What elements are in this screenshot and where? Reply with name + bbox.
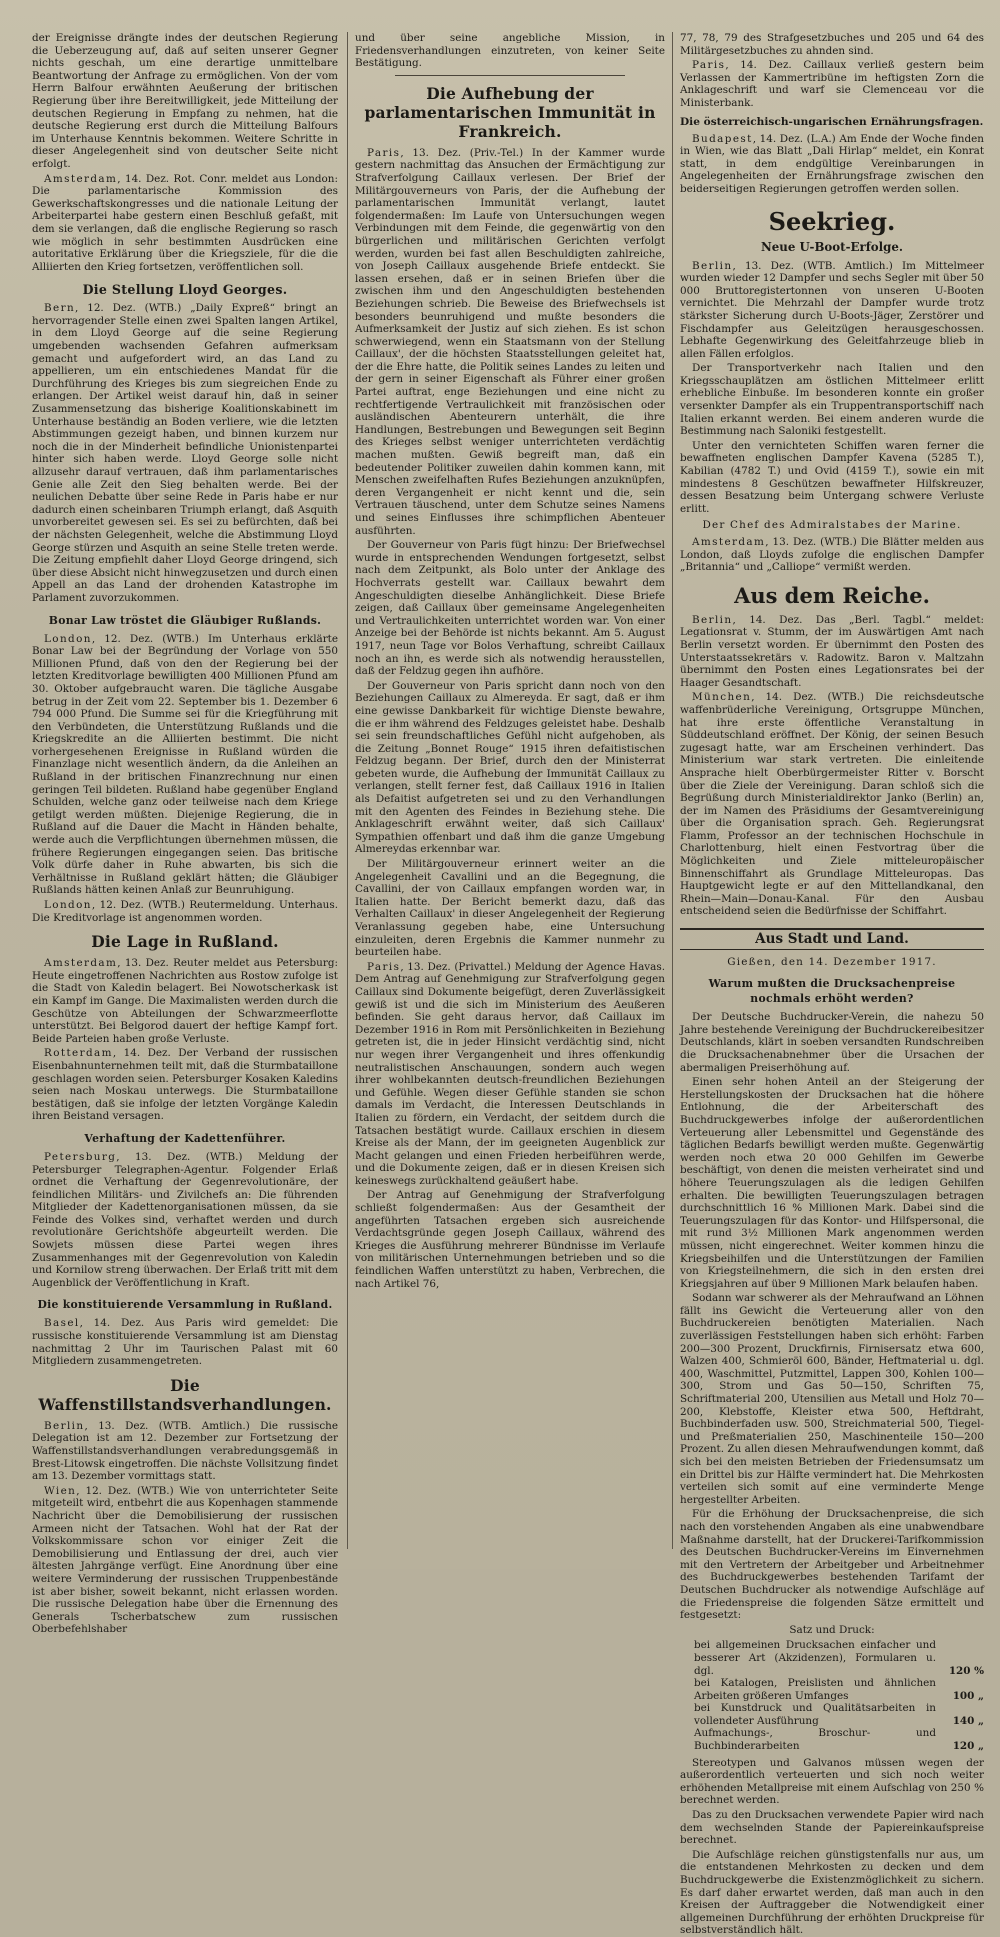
article-paragraph: 77, 78, 79 des Strafgesetzbuches und 205 und 64 des Militärgesetzbuches zu ahnden sind. — [680, 32, 984, 57]
article-paragraph: und über seine angebliche Mission, in Friedensverhandlungen einzutreten, von keiner Seite Bestätigung. — [355, 32, 665, 70]
headline-kadetten: Verhaftung der Kadettenführer. — [84, 1131, 286, 1145]
dateline-place: Paris — [692, 59, 726, 72]
paragraph-text: , 14. Dez. Aus Paris wird gemeldet: Die russische konstituierende Versammlung ist am Dienstag nachmittag 2 Uhr im Taurischen Palast mit 60 Mitgliedern zusammengetreten. — [32, 1317, 338, 1368]
article-paragraph: Der Antrag auf Genehmigung der Strafverfolgung schließt folgendermaßen: Aus der Gesamtheit der angeführten Tatsachen ergeben sich ausreichende Verdachtsgründe gegen Joseph Caillaux, während des Krieges die Ausführung mehrerer Bündnisse im Verlaufe von militärischen Unternehmungen betrieben und so die feindlichen Waffen unterstützt zu haben, Verbrechen, die nach Artikel 76, — [355, 1189, 665, 1290]
section-header-stadt-und-land: Aus Stadt und Land. — [680, 928, 984, 950]
column-left — [32, 32, 338, 1636]
price-row — [694, 1702, 984, 1727]
headline-ernaehrung: Die österreichisch-ungarischen Ernährungsfragen. — [680, 115, 984, 128]
price-row — [694, 1639, 984, 1677]
dateline-place: Berlin — [692, 259, 733, 272]
dateline-place: Petersburg — [44, 1150, 117, 1163]
article-paragraph — [32, 1317, 338, 1367]
article-paragraph: Der Deutsche Buchdrucker-Verein, die nahezu 50 Jahre bestehende Vereinigung der Buchdruckereibesitzer Deutschlands, klärt in soeben versandten Rundschreiben die Drucksachenabnehmer über die Ursachen der abermaligen Preiserhöhung auf. — [680, 1011, 984, 1074]
dateline-place: Wien — [44, 1484, 77, 1497]
headline-konstituierende: Die konstituierende Versammlung in Rußland. — [37, 1298, 333, 1312]
article-paragraph: Stereotypen und Galvanos müssen wegen der außerordentlich verteuerten und sich noch weiter erhöhenden Metallpreise mit einem Aufschlag von 250 % berechnet werden. — [680, 1756, 984, 1807]
article-paragraph: Der Militärgouverneur erinnert weiter an die Angelegenheit Cavallini und an die Begegnung, die Cavallini, der von Caillaux empfangen worden war, in Italien hatte. Der Bericht bemerkt dazu, daß das Verhalten Caillaux' in dieser Angelegenheit der Regierung Veranlassung gegeben habe, eine Untersuchung einzuleiten, deren Ergebnis die Kammer nunmehr zu beurteilen habe. — [355, 858, 665, 959]
paragraph-text: , 14. Dez. (WTB.) Die reichsdeutsche waffenbrüderliche Vereinigung, Ortsgruppe München, hat ihre erste öffentliche Veranstaltung in Süddeutschland eröffnet. Der König, der seinen Besuch zugesagt hatte, war am Erscheinen verhindert. Das Ministerium war stark vertreten. Die einleitende Ansprache hielt Oberbürgermeister Ritter v. Borscht über die Ziele der Vereinigung. Daran schloß sich die Begrüßung durch Ministerialdirektor Janko (Berlin) an, der im Namen des Präsidiums der Gesamtvereinigung über die Organisation sprach. Geh. Regierungsrat Flamm, Professor an der technischen Hochschule in Charlottenburg, hielt einen Festvortrag über die Möglichkeiten und Ziele mitteleuropäischer Binnenschiffahrt als Grundlage Mitteleuropas. Das Hauptgewicht legte er auf den Mittellandkanal, den Rhein—Main—Donau-Kanal. Für den Ausbau entscheidend seien die Bedürfnisse der Schiffahrt. — [680, 691, 984, 918]
dateline-place: Budapest — [692, 132, 753, 145]
article-paragraph: Für die Erhöhung der Drucksachenpreise, die sich nach den vorstehenden Angaben als eine unabwendbare Maßnahme darstellt, hat der Druckerei-Tarifkommission des Deutschen Buchdrucker-Vereins im Einvernehmen mit den Vertretern der Arbeitgeber und Arbeitnehmer des Buchdruckgewerbes bestehenden Tarifamt der Deutschen Buchdrucker als notwendige Aufschläge auf die Friedenspreise die folgenden Sätze ermittelt und festgesetzt: — [680, 1508, 984, 1622]
price-value: 120 „ — [952, 1740, 984, 1753]
article-paragraph — [32, 173, 338, 274]
article-paragraph: Unter den vernichteten Schiffen waren ferner die bewaffneten englischen Dampfer Kavena (5285 T.), Kabilian (4782 T.) und Ovid (4159 T.), sowie ein mit mindestens 8 Geschützen bewaffneter Hilfskreuzer, dessen Besatzung beim Untergang schwere Verluste erlitt. — [680, 439, 984, 515]
headline-drucksachenpreise: Warum mußten die Drucksachenpreise nochmals erhöht werden? — [708, 977, 956, 1006]
article-paragraph — [32, 1485, 338, 1636]
article-paragraph — [32, 957, 338, 1045]
paragraph-text: , 12. Dez. (WTB.) Wie von unterrichteter Seite mitgeteilt wird, entbehrt die aus Kopenhagen stammende Nachricht über die Demobilisierung der russischen Armeen nicht der Tatsachen. Wohl hat der Rat der Volkskommissare schon vor einiger Zeit die Demobilisierung und Entlassung der drei, auch vier ältesten Jahrgänge verfügt. Eine Anordnung über eine weitere Verminderung der russischen Truppenbestände ist aber bisher, soweit bekannt, nicht erlassen worden. Die russische Delegation habe über die Ernennung des Generals Tscherbatschew zum russischen Oberbefehlshaber — [32, 1484, 338, 1636]
price-label: bei Katalogen, Preislisten und ähnlichen Arbeiten größeren Umfanges — [694, 1677, 936, 1702]
paragraph-text: , 12. Dez. (WTB.) „Daily Expreß“ bringt an hervorragender Stelle einen zwei Spalten langen Artikel, in dem Lloyd George auf die seine Regierung umgebenden wachsenden Gefahren aufmerksam gemacht und aufgefordert wird, an das Land zu appellieren, um ein entschiedenes Mandat für die Durchführung des Krieges bis zum siegreichen Ende zu erlangen. Der Artikel weist darauf hin, daß in seiner Zusammensetzung das bisherige Koalitionskabinett im Unterhause beständig an Boden verliere, wie die letzten Abstimmungen gezeigt haben, und binnen kurzem nur noch die in der Minderheit befindliche Unionistenpartei hinter sich haben werde. Lloyd George solle nicht allzusehr darauf vertrauen, daß ihm parlamentarisches Genie alle Zeit den Sieg behalten werde. Bei der neulichen Debatte über seine Rede in Paris habe er nur dadurch einen scheinbaren Triumph erlangt, daß Asquith unvorbereitet gewesen sei. Es sei zu befürchten, daß bei der nächsten Gelegenheit, welche die Abstimmung Lloyd George stürzen und Asquith an seine Stelle treten werde. Die Zeitung empfiehlt daher Lloyd George dringend, sich über diese Absicht nicht hinwegzusetzen und durch einen Appell an das Land der drohenden Katastrophe im Parlament zuvorzukommen. — [32, 302, 338, 604]
article-paragraph — [680, 614, 984, 690]
price-table — [694, 1639, 984, 1752]
paragraph-text: , 13. Dez. (WTB.) Die Blätter melden aus London, daß Lloyds zufolge die englischen Dampfer „Britannia“ und „Calliope“ vermißt werden. — [680, 536, 984, 574]
local-dateline: Gießen, den 14. Dezember 1917. — [727, 955, 937, 968]
paragraph-text: , 13. Dez. (WTB. Amtlich.) Im Mittelmeer wurden wieder 12 Dampfer und sechs Segler mit über 50 000 Bruttoregistertonnen von unseren U-Booten vernichtet. Die Mehrzahl der Dampfer wurde trotz stärkster Sicherung durch U-Boots-Jäger, Zerstörer und Fischdampfer aus Geleitzügen herausgeschossen. Lebhafte Gegenwirkung des Geleitfahrzeuge blieb in allen Fällen erfolglos. — [680, 259, 984, 360]
article-paragraph — [32, 1420, 338, 1483]
paragraph-text: , 13. Dez. (Privattel.) Meldung der Agence Havas. Dem Antrag auf Genehmigung zur Strafverfolgung gegen Caillaux sind Dokumente beigefügt, deren Zuverlässigkeit gewiß ist und die sich im Ministerium des Aeußeren befinden. Sie geht daraus hervor, daß Caillaux im Dezember 1916 in Rom mit Persönlichkeiten in Beziehung getreten ist, die in jeder Hinsicht verdächtig sind, nicht nur wegen ihrer Vergangenheit und ihres offenkundig neutralistischen Anschauungen, sondern auch wegen ihrer wohlbekannten deutsch-freundlichen Beziehungen und Gefühle. Wegen dieser Gefühle standen sie schon damals im Verdacht, die Interessen Deutschlands in Italien zu fördern, ein Verdacht, der seitdem durch die Tatsachen bestätigt wurde. Caillaux erschien in diesem Kreise als der Mann, der im geeigneten Augenblick zur Macht gelangen und einen Frieden herbeiführen werde, und die Dokumente zeigen, daß er in diesen Kreisen sich keineswegs zurückhaltend geäußert habe. — [355, 960, 665, 1187]
price-row — [694, 1677, 984, 1702]
article-paragraph — [680, 133, 984, 196]
column-right — [680, 32, 984, 1937]
dateline-place: Amsterdam — [44, 957, 118, 970]
headline-seekrieg: Seekrieg. — [768, 206, 896, 236]
article-paragraph — [680, 691, 984, 918]
dateline-place: London — [44, 632, 92, 645]
article-paragraph — [680, 59, 984, 109]
headline-lloyd-george: Die Stellung Lloyd Georges. — [82, 282, 288, 298]
price-label: bei allgemeinen Drucksachen einfacher und besserer Art (Akzidenzen), Formularen u. dgl. — [694, 1639, 936, 1677]
article-paragraph — [355, 961, 665, 1188]
article-paragraph: Einen sehr hohen Anteil an der Steigerung der Herstellungskosten der Drucksachen hat die höhere Entlohnung, die der Arbeiterschaft des Buchdruckgewerbes infolge der außerordentlichen Verteuerung aller Lebensmittel und Gegenstände des täglichen Bedarfs bewilligt werden mußte. Gegenwärtig werden noch etwa 20 000 Gehilfen im Gewerbe beschäftigt, von denen die meisten verheiratet sind und höhere Teuerungszulagen als die ledigen Gehilfen erhalten. Die bewilligten Teuerungszulagen betragen durchschnittlich 16 % Millionen Mark. Dabei sind die Teuerungszulagen für das Kontor- und Hilfspersonal, die mit rund 3½ Millionen Mark angenommen werden müssen, nicht eingerechnet. Weiter kommen hinzu die Kriegsbeihilfen und die Unterstützungen der Familien von Kriegsteilnehmern, die sich in den ersten drei Kriegsjahren auf über 9 Millionen Mark belaufen haben. — [680, 1076, 984, 1290]
article-paragraph: Das zu den Drucksachen verwendete Papier wird nach dem wechselnden Stande der Papiereinkaufspreise berechnet. — [680, 1809, 984, 1847]
price-label: bei Kunstdruck und Qualitätsarbeiten in vollendeter Ausführung — [694, 1702, 936, 1727]
paragraph-text: , 14. Dez. Rot. Conr. meldet aus London: Die parlamentarische Kommission des Gewerkschaftskongresses und die nationale Leitung der Arbeiterpartei habe gestern einen Beschluß gefaßt, mit dem sie verlangen, daß die englische Regierung so rasch wie möglich in sehr bestimmten Ausdrücken eine autoritative Erklärung über die Kriegsziele, für die die Alliierten den Krieg fortsetzen, veröffentlichen soll. — [32, 172, 338, 273]
headline-bonar-law: Bonar Law tröstet die Gläubiger Rußlands. — [48, 613, 322, 627]
dateline-place: Paris — [367, 146, 401, 159]
article-paragraph: Sodann war schwerer als der Mehraufwand an Löhnen fällt ins Gewicht die Verteuerung aller von den Buchdruckereien benötigten Materialien. Nach zuverlässigen Feststellungen haben sich erhöht: Farben 200—300 Prozent, Druckfirnis, Firnisersatz etwa 600, Walzen 400, Schmieröl 600, Bänder, Heftmaterial u. dgl. 400, Waschmittel, Putzmittel, Lappen 300, Kohlen 100—300, Strom und Gas 50—150, Schriften 75, Schriftmaterial 200, Utensilien aus Metall und Holz 70—200, Klebstoffe, Kleister etwa 500, Heftdraht, Buchbinderfaden usw. 500, Streichmaterial 500, Tiegel- und Preßmaterialien 250, Maschinenteile 150—200 Prozent. Zu allen diesen Mehraufwendungen kommt, daß sich bei den meisten Betrieben der Friedensumsatz um ein Drittel bis zur Hälfte vermindert hat. Die Mehrkosten verteilen sich somit auf eine verminderte Menge hergestellter Arbeiten. — [680, 1292, 984, 1506]
article-paragraph — [32, 899, 338, 924]
paragraph-text: , 13. Dez. (Priv.-Tel.) In der Kammer wurde gestern nachmittag das Ansuchen der Ermächtigung zur Strafverfolgung Caillaux verlesen. Der Brief der Militärgouverneurs von Paris, der die Aufhebung der parlamentarischen Immunität verlangt, lautet folgendermaßen: Im Laufe von Untersuchungen wegen Verbindungen mit dem Feinde, die gegenwärtig von den bürgerlichen und militärischen Gerichten verfolgt werden, wurden bei fast allen Beschuldigten zahlreiche, von Joseph Caillaux ausgehende Briefe entdeckt. Sie lassen ersehen, daß er in seinen Briefen über die zwischen ihm und den Angeschuldigten bestehenden Beziehungen schrieb. Die Beweise des Briefwechsels ist besonders beunruhigend und mußte besonders die Aufmerksamkeit der Justiz auf sich ziehen. Es ist schon schwerwiegend, wenn ein Staatsmann von der Stellung Caillaux', der die höchsten Staatsstellungen geleitet hat, der die Ehre hatte, die Politik seines Landes zu leiten und der gern in seiner Eigenschaft als Führer einer großen Partei auftrat, enge Beziehungen und eine nicht zu rechtfertigende Vertraulichkeit mit französischen oder ausländischen Abenteurern unterhält, die ihre Handlungen, Bestrebungen und Bewegungen seit Beginn des Krieges selbst weniger unterrichteten verdächtig machen mußten. Gewiß begreift man, daß ein bedeutender Politiker zuweilen dahin kommen kann, mit Menschen zweifelhaften Rufes Beziehungen anzuknüpfen, deren Vergangenheit er nicht kennt und die, sein Vertrauen täuschend, unter dem Schutze seines Namens und seines Einflusses ihre schimpflichen Abenteuer ausführten. — [355, 146, 665, 537]
paragraph-text: , 13. Dez. (WTB.) Meldung der Petersburger Telegraphen-Agentur. Folgender Erlaß ordnet die Verhaftung der Gegenrevolutionäre, der feindlichen Militärs- und Zivilchefs an: Die führenden Mitglieder der Kadettenorganisationen müssen, da sie Feinde des Volkes sind, verhaftet werden und durch revolutionäre Gerichtshöfe abgeurteilt werden. Die Sowjets müssen diese Partei wegen ihres Zusammenhanges mit der Gegenrevolution von Kaledin und Kornilow streng überwachen. Der Erlaß tritt mit dem Augenblick der Veröffentlichung in Kraft. — [32, 1150, 338, 1289]
headline-waffenstillstand: Die Waffenstillstandsverhandlungen. — [38, 1375, 332, 1414]
signature-admiralstab: Der Chef des Admiralstabes der Marine. — [702, 519, 962, 532]
dateline-place: Berlin — [692, 613, 733, 626]
paragraph-text: , 12. Dez. (WTB.) Im Unterhaus erklärte Bonar Law bei der Begründung der Vorlage von 550 Millionen Pfund, daß von den der Regierung bei der letzten Kreditvorlage bewilligten 400 Millionen Pfund am 30. Oktober aufgebraucht waren. Die tägliche Ausgabe betrug in der Zeit vom 22. September bis 1. Dezember 6 794 000 Pfund. Die Summe sei für die Kriegführung mit den Verbündeten, die Unterstützung Rußlands und die Kriegskredite an die Alliierten bestimmt. Die nicht vorhergesehenen Ereignisse in Rußland würden die Finanzlage nicht wesentlich ändern, da die Anleihen an Rußland in der britischen Finanzrechnung nur einen geringen Teil bildeten. Rußland habe gegenüber England Schulden, welche ganz oder teilweise nach dem Kriege getilgt werden müßten. Diejenige Regierung, die in Rußland auf die Dauer die Macht in Händen behalte, werde auch die Verpflichtungen übernehmen müssen, die frühere Regierungen eingegangen seien. Das britische Volk dürfe daher in Ruhe abwarten, bis sich die Verhältnisse in Rußland geklärt hätten; die Gläubiger Rußlands hätten keinen Anlaß zur Beunruhigung. — [32, 632, 338, 897]
headline-u-boot-erfolge: Neue U-Boot-Erfolge. — [760, 239, 903, 254]
price-value: 100 „ — [952, 1689, 984, 1702]
paragraph-text: , 14. Dez. Der Verband der russischen Eisenbahnunternehmen teilt mit, daß die Sturmbataillone geschlagen worden seien. Petersburger Kosaken Kaledins seien nach Moskau unterwegs. Die Sturmbataillone bestätigen, daß sie infolge der letzten Vorgänge Kaledin ihren Beistand versagen. — [32, 1047, 338, 1123]
article-paragraph — [355, 147, 665, 537]
headline-aus-dem-reiche: Aus dem Reiche. — [734, 582, 930, 608]
price-value: 140 „ — [952, 1714, 984, 1727]
paragraph-text: , 14. Dez. Das „Berl. Tagbl.“ meldet: Legationsrat v. Stumm, der im Auswärtigen Amt nach Berlin versetzt worden. Er übernimmt den Posten des Unterstaatssekretärs v. Radowitz. Baron v. Maltzahn übernimmt den Posten eines Legationsrates bei der Haager Gesandtschaft. — [680, 613, 984, 689]
article-paragraph — [32, 633, 338, 897]
column-rule — [347, 32, 348, 1549]
article-paragraph — [680, 260, 984, 361]
paragraph-text: , 12. Dez. (WTB.) Reutermeldung. Unterhaus. Die Kreditvorlage ist angenommen worden. — [32, 899, 338, 924]
dateline-place: London — [44, 899, 92, 911]
dateline-place: München — [692, 691, 752, 704]
column-rule — [672, 32, 673, 1549]
divider — [395, 75, 625, 76]
paragraph-text: , 14. Dez. (L.A.) Am Ende der Woche finden in Wien, wie das Blatt „Dali Hirlap“ meldet, ein Konrat statt, in dem endgültige Vereinbarungen in Angelegenheiten der Ernährungsfrage zwischen den beiderseitigen Regierungen getroffen werden sollen. — [680, 132, 984, 195]
dateline-place: Bern — [44, 302, 76, 315]
article-paragraph — [680, 536, 984, 574]
paragraph-text: , 13. Dez. (WTB. Amtlich.) Die russische Delegation ist am 12. Dezember zur Fortsetzung der Waffenstillstandsverhandlungen verabredungsgemäß in Brest-Litowsk eingetroffen. Die nächste Vollsitzung findet am 13. Dezember vormittags statt. — [32, 1419, 338, 1483]
paragraph-text: , 13. Dez. Reuter meldet aus Petersburg: Heute eingetroffenen Nachrichten aus Rostow zufolge ist die Stadt von Kaledin belagert. Bei Nowotscherkask ist ein Kampf im Gange. Die Maximalisten werden durch die Geschütze von Abteilungen der Schwarzmeerflotte unterstützt. Bei Belgorod dauert der heftige Kampf fort. Beide Parteien haben große Verluste. — [32, 957, 338, 1045]
headline-lage-russland: Die Lage in Rußland. — [91, 932, 279, 952]
price-value: 120 % — [948, 1664, 984, 1677]
dateline-place: Rotterdam — [44, 1047, 113, 1060]
dateline-place: Paris — [367, 960, 401, 973]
article-paragraph — [32, 1151, 338, 1290]
article-paragraph: Der Gouverneur von Paris fügt hinzu: Der Briefwechsel wurde in entsprechenden Wendungen fortgesetzt, selbst nach dem Zeitpunkt, als Bolo unter der Anklage des Hochverrats gestellt war. Caillaux bewahrt dem Angeschuldigten dieselbe Anhänglichkeit. Diese Briefe zeigen, daß Caillaux über gemeinsame Angelegenheiten und Vertraulichkeiten unterrichtet worden war. Von einer Anzeige bei der Behörde ist nichts bekannt. Am 5. August 1917, neun Tage vor Bolos Verhaftung, schreibt Caillaux noch an ihn, es werde sich als notwendig herausstellen, daß der Feldzug gegen ihn aufhöre. — [355, 539, 665, 678]
paragraph-text: , 14. Dez. Caillaux verließ gestern beim Verlassen der Kammertribüne im heftigsten Zorn die Anklageschrift und warf sie Clemenceau vor die Ministerbank. — [680, 59, 984, 109]
column-middle — [355, 32, 665, 1555]
price-table-title: Satz und Druck: — [789, 1623, 875, 1636]
article-paragraph: Der Gouverneur von Paris spricht dann noch von den Beziehungen Caillaux zu Almereyda. Er sagt, daß er ihm eine gewisse Dankbarkeit für wichtige Dienste bewahre, die er ihm während des Feldzuges geleistet habe. Deshalb sei sein freundschaftliches Gefühl nicht aufgehoben, als die Zeitung „Bonnet Rouge“ 1915 ihren defaitistischen Feldzug begann. Der Brief, durch den der Ministerrat gebeten wurde, die Aufhebung der Immunität Caillaux zu verlangen, stellt ferner fest, daß Caillaux 1916 in Italien als Defaitist aufgetreten sei und zu den Verhandlungen mit den Agenten des Feindes in Beziehung stehe. Die Anklageschrift erwähnt weiter, daß sich Caillaux' Sympathien offenbart und daß ihm die ganze Umgebung Almereydas erkennbar war. — [355, 679, 665, 856]
dateline-place: Berlin — [44, 1419, 85, 1432]
dateline-place: Amsterdam — [692, 536, 766, 548]
article-paragraph: Die Aufschläge reichen günstigstenfalls nur aus, um die entstandenen Mehrkosten zu decken und dem Buchdruckgewerbe die Existenzmöglichkeit zu sichern. Es darf daher erwartet werden, daß man auch in den Kreisen der Auftraggeber die Notwendigkeit einer allgemeinen Durchführung der erhöhten Druckpreise für selbstverständlich hält. — [680, 1848, 984, 1937]
headline-immunitaet: Die Aufhebung der parlamentarischen Immunität in Frankreich. — [364, 83, 656, 141]
article-paragraph: der Ereignisse drängte indes der deutschen Regierung die Ueberzeugung auf, daß auf seiten unserer Gegner nichts geschah, um eine derartige unmittelbare Beantwortung der Anfrage zu ermöglichen. Von der vom Herrn Balfour erwähnten Aeußerung der britischen Regierung über ihre Bereitwilligkeit, jede Mitteilung der deutschen Regierung in Empfang zu nehmen, hat die deutsche Regierung erst durch die Mitteilung Balfours im Unterhause Kenntnis bekommen. Weitere Schritte in dieser Angelegenheit sind von deutscher Seite nicht erfolgt. — [32, 32, 338, 170]
price-label: Aufmachungs-, Broschur- und Buchbinderarbeiten — [694, 1727, 936, 1753]
article-paragraph — [32, 302, 338, 604]
article-paragraph: Der Transportverkehr nach Italien und den Kriegsschauplätzen am östlichen Mittelmeer erlitt erhebliche Einbuße. Im besonderen konnte ein großer versenkter Dampfer als ein Truppentransportschiff nach Italien erkannt werden. Bei einem anderen wurde die Bestimmung nach Saloniki festgestellt. — [680, 362, 984, 438]
dateline-place: Basel — [44, 1317, 80, 1330]
article-paragraph — [32, 1047, 338, 1123]
dateline-place: Amsterdam — [44, 172, 118, 185]
price-row — [694, 1727, 984, 1752]
